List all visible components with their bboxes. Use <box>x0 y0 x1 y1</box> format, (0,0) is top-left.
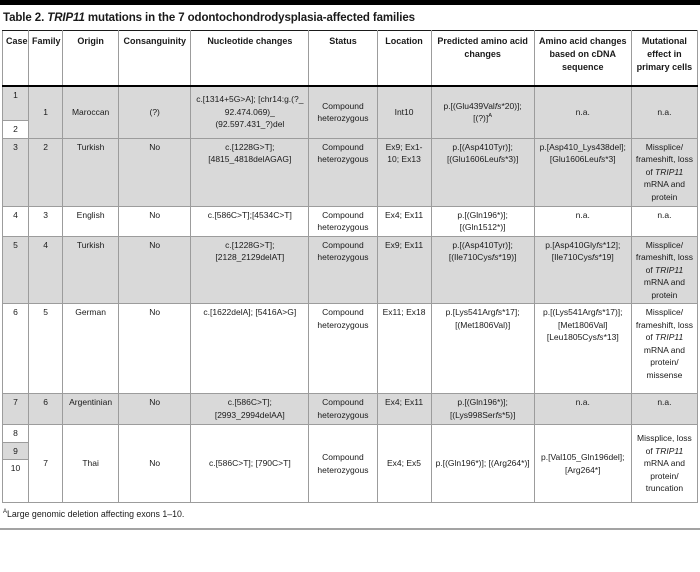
cell-origin: Maroccan <box>63 86 119 139</box>
cell-case: 8 <box>3 425 29 443</box>
table-row-family-3 <box>3 206 698 236</box>
cell-predicted-changes: p.[(Glu439Valfs*20)]; [(?)]$^A$ <box>431 86 534 139</box>
cell-predicted-changes: p.[(Gln196*)]; [(Arg264*)] <box>431 425 534 503</box>
cell-predicted-changes: p.[(Gln196*)]; [(Lys998Serfs*5)] <box>431 394 534 425</box>
cell-nucleotide-changes: c.[586C>T]; [2993_2994delAA] <box>191 394 309 425</box>
cell-family: 6 <box>29 394 63 425</box>
cell-origin: Thai <box>63 425 119 503</box>
cell-case: 2 <box>3 121 29 139</box>
cell-case: 6 <box>3 304 29 394</box>
table-row-family-6 <box>3 394 698 425</box>
mutations-table <box>2 30 698 503</box>
cell-family: 2 <box>29 138 63 206</box>
cell-mutational-effect: Missplice/frameshift, loss of TRIP11 mRNA and protein <box>631 236 697 304</box>
cell-case: 3 <box>3 138 29 206</box>
cell-nucleotide-changes: c.[586C>T];[4534C>T] <box>191 206 309 236</box>
cell-case: 7 <box>3 394 29 425</box>
table-title: Table 2. TRIP11 mutations in the 7 odontochondrodysplasia-affected families <box>3 12 415 24</box>
cell-predicted-changes: p.[(Gln196*)]; [(Gln1512*)] <box>431 206 534 236</box>
cell-family: 4 <box>29 236 63 304</box>
cell-family: 3 <box>29 206 63 236</box>
table-row-family-2 <box>3 138 698 206</box>
col-header-family: Family <box>29 31 63 86</box>
cell-status: Compound heterozygous <box>309 138 377 206</box>
cell-origin: Argentinian <box>63 394 119 425</box>
cell-cdna-changes: p.[Asp410Glyfs*12]; [Ile710Cysfs*19] <box>534 236 631 304</box>
cell-mutational-effect: n.a. <box>631 86 697 139</box>
table-row-family-1 <box>3 86 698 121</box>
cell-cdna-changes: n.a. <box>534 394 631 425</box>
col-header-cdna-changes: Amino acid changes based on cDNA sequence <box>534 31 631 86</box>
cell-location: Int10 <box>377 86 431 139</box>
cell-case: 9 <box>3 442 29 460</box>
col-header-origin: Origin <box>63 31 119 86</box>
cell-consanguinity: No <box>119 206 191 236</box>
cell-mutational-effect: Missplice/frameshift, loss of TRIP11 mRNA and protein/missense <box>631 304 697 394</box>
cell-status: Compound heterozygous <box>309 206 377 236</box>
cell-mutational-effect: n.a. <box>631 206 697 236</box>
col-header-consanguinity: Consanguinity <box>119 31 191 86</box>
cell-nucleotide-changes: c.[1622delA]; [5416A>G] <box>191 304 309 394</box>
cell-status: Compound heterozygous <box>309 394 377 425</box>
cell-case: 10 <box>3 460 29 503</box>
cell-origin: English <box>63 206 119 236</box>
cell-consanguinity: No <box>119 236 191 304</box>
cell-origin: German <box>63 304 119 394</box>
cell-mutational-effect: Missplice, loss of TRIP11 mRNA and protein/truncation <box>631 425 697 503</box>
header-row <box>3 31 698 86</box>
cell-mutational-effect: Missplice/frameshift, loss of TRIP11 mRNA and protein <box>631 138 697 206</box>
cell-cdna-changes: n.a. <box>534 86 631 139</box>
cell-case: 4 <box>3 206 29 236</box>
table-row-family-4 <box>3 236 698 304</box>
cell-status: Compound heterozygous <box>309 236 377 304</box>
cell-location: Ex4; Ex5 <box>377 425 431 503</box>
cell-origin: Turkish <box>63 236 119 304</box>
cell-cdna-changes: p.[(Lys541Argfs*17)]; [Met1806Val] [Leu1805Cysfs*13] <box>534 304 631 394</box>
cell-family: 1 <box>29 86 63 139</box>
table-row-family-5 <box>3 304 698 394</box>
cell-mutational-effect: n.a. <box>631 394 697 425</box>
cell-cdna-changes: p.[Asp410_Lys438del]; [Glu1606Leufs*3] <box>534 138 631 206</box>
col-header-location: Location <box>377 31 431 86</box>
cell-consanguinity: (?) <box>119 86 191 139</box>
cell-nucleotide-changes: c.[1314+5G>A]; [chr14:g.(?_ 92.474.069)_(92.597.431_?)del <box>191 86 309 139</box>
cell-cdna-changes: p.[Val105_Gln196del]; [Arg264*] <box>534 425 631 503</box>
col-header-status: Status <box>309 31 377 86</box>
cell-nucleotide-changes: c.[1228G>T]; [2128_2129delAT] <box>191 236 309 304</box>
cell-cdna-changes: n.a. <box>534 206 631 236</box>
cell-predicted-changes: p.[(Asp410Tyr)]; [(Glu1606Leufs*3)] <box>431 138 534 206</box>
col-header-mutational-effect: Mutational effect in primary cells <box>631 31 697 86</box>
cell-location: Ex4; Ex11 <box>377 206 431 236</box>
cell-consanguinity: No <box>119 394 191 425</box>
cell-location: Ex9; Ex1-10; Ex13 <box>377 138 431 206</box>
cell-predicted-changes: p.[(Asp410Tyr)]; [(Ile710Cysfs*19)] <box>431 236 534 304</box>
table-row-family-7 <box>3 425 698 443</box>
col-header-case: Case <box>3 31 29 86</box>
cell-case: 1 <box>3 86 29 121</box>
cell-case: 5 <box>3 236 29 304</box>
cell-origin: Turkish <box>63 138 119 206</box>
bottom-gray-rule <box>0 528 700 530</box>
cell-location: Ex4; Ex11 <box>377 394 431 425</box>
col-header-predicted-changes: Predicted amino acid changes <box>431 31 534 86</box>
cell-status: Compound heterozygous <box>309 86 377 139</box>
cell-family: 7 <box>29 425 63 503</box>
cell-location: Ex11; Ex18 <box>377 304 431 394</box>
cell-location: Ex9; Ex11 <box>377 236 431 304</box>
cell-consanguinity: No <box>119 425 191 503</box>
cell-consanguinity: No <box>119 138 191 206</box>
cell-nucleotide-changes: c.[586C>T]; [790C>T] <box>191 425 309 503</box>
cell-consanguinity: No <box>119 304 191 394</box>
table-footnote: $^A$Large genomic deletion affecting exons 1–10. <box>3 509 185 519</box>
cell-nucleotide-changes: c.[1228G>T]; [4815_4818delAGAG] <box>191 138 309 206</box>
col-header-nucleotide-changes: Nucleotide changes <box>191 31 309 86</box>
cell-status: Compound heterozygous <box>309 425 377 503</box>
cell-family: 5 <box>29 304 63 394</box>
cell-status: Compound heterozygous <box>309 304 377 394</box>
cell-predicted-changes: p.[Lys541Argfs*17]; [(Met1806Val)] <box>431 304 534 394</box>
